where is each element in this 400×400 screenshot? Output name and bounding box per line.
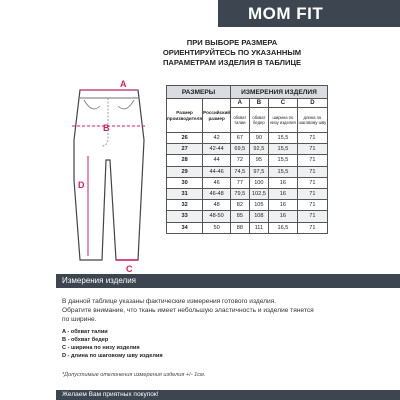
description-paragraph: по ширине. bbox=[62, 316, 97, 323]
table-row: 26 42 bbox=[167, 133, 231, 144]
table-row: 27 42-44 bbox=[167, 144, 231, 155]
col-desc-c: ширина по низу изделия bbox=[269, 108, 298, 133]
legend-item: B - обхват бедер bbox=[62, 337, 109, 343]
description-paragraph: Обратите внимание, что ткань имеет небольшую эластичность и изделие тянется bbox=[62, 307, 314, 314]
table-row: 72 95 15,5 71 bbox=[231, 155, 328, 166]
intro-line: ПРИ ВЫБОРЕ РАЗМЕРА bbox=[186, 38, 278, 47]
table-row: 85 108 16 71 bbox=[231, 211, 328, 222]
table-row: 69,5 92,5 15,5 71 bbox=[231, 144, 328, 155]
col-desc-d: длина по шаговому шву bbox=[297, 108, 327, 133]
col-letter-c: C bbox=[269, 99, 298, 108]
tolerance-note: *Допустимые отклонения измерения изделия +/- 1см. bbox=[62, 372, 206, 378]
label-c: C bbox=[126, 264, 133, 274]
table-row: 34 50 bbox=[167, 222, 231, 233]
label-d: D bbox=[78, 180, 85, 190]
intro-text bbox=[112, 38, 352, 68]
pants-diagram bbox=[58, 79, 158, 274]
table-row: 74,5 97,5 15,5 71 bbox=[231, 166, 328, 177]
table-row: 82 105 16 71 bbox=[231, 200, 328, 211]
table-row: 88 111 16,5 71 bbox=[231, 222, 328, 233]
description-paragraph: В данной таблице указаны фактические измерения готового изделия. bbox=[62, 298, 277, 305]
legend-item: D - длина по шаговому шву изделия bbox=[62, 353, 163, 359]
table-row: 31 46-48 bbox=[167, 188, 231, 199]
col-letter-d: D bbox=[297, 99, 327, 108]
col-russian-size: Российский размер bbox=[203, 99, 231, 133]
table-row: 77 100 16 71 bbox=[231, 177, 328, 188]
sizes-table bbox=[166, 85, 231, 234]
col-letter-a: A bbox=[231, 99, 250, 108]
col-desc-a: обхват талии bbox=[231, 108, 250, 133]
col-desc-b: обхват бедер bbox=[249, 108, 268, 133]
label-b: B bbox=[103, 123, 110, 133]
table-row: 29 44-46 bbox=[167, 166, 231, 177]
measurements-table-title: ИЗМЕРЕНИЯ ИЗДЕЛИЯ bbox=[231, 86, 328, 99]
sizes-table-title: РАЗМЕРЫ bbox=[167, 86, 231, 99]
brand-title: MOM FIT bbox=[248, 4, 324, 23]
measurements-table bbox=[230, 85, 328, 234]
table-row: 79,5 102,5 16 71 bbox=[231, 188, 328, 199]
col-manufacturer-size: Размер производителя bbox=[167, 99, 203, 133]
legend-item: A - обхват талии bbox=[62, 329, 108, 335]
table-row: 28 44 bbox=[167, 155, 231, 166]
section-title: Измерения изделия bbox=[62, 276, 136, 285]
footer-text: Желаем Вам приятных покупок! bbox=[62, 391, 159, 398]
pants-outline bbox=[74, 90, 144, 260]
table-row: 30 46 bbox=[167, 177, 231, 188]
legend-item: C - ширина по низу изделия bbox=[62, 345, 140, 351]
table-row: 67 90 15,5 71 bbox=[231, 133, 328, 144]
col-letter-b: B bbox=[249, 99, 268, 108]
label-a: A bbox=[120, 79, 127, 89]
intro-line: ОРИЕНТИРУЙТЕСЬ ПО УКАЗАННЫМ bbox=[162, 48, 302, 57]
table-row: 32 48 bbox=[167, 200, 231, 211]
measurement-legend bbox=[62, 328, 163, 360]
table-row: 33 48-50 bbox=[167, 211, 231, 222]
intro-line: ПАРАМЕТРАМ ИЗДЕЛИЯ В ТАБЛИЦЕ bbox=[162, 58, 302, 67]
